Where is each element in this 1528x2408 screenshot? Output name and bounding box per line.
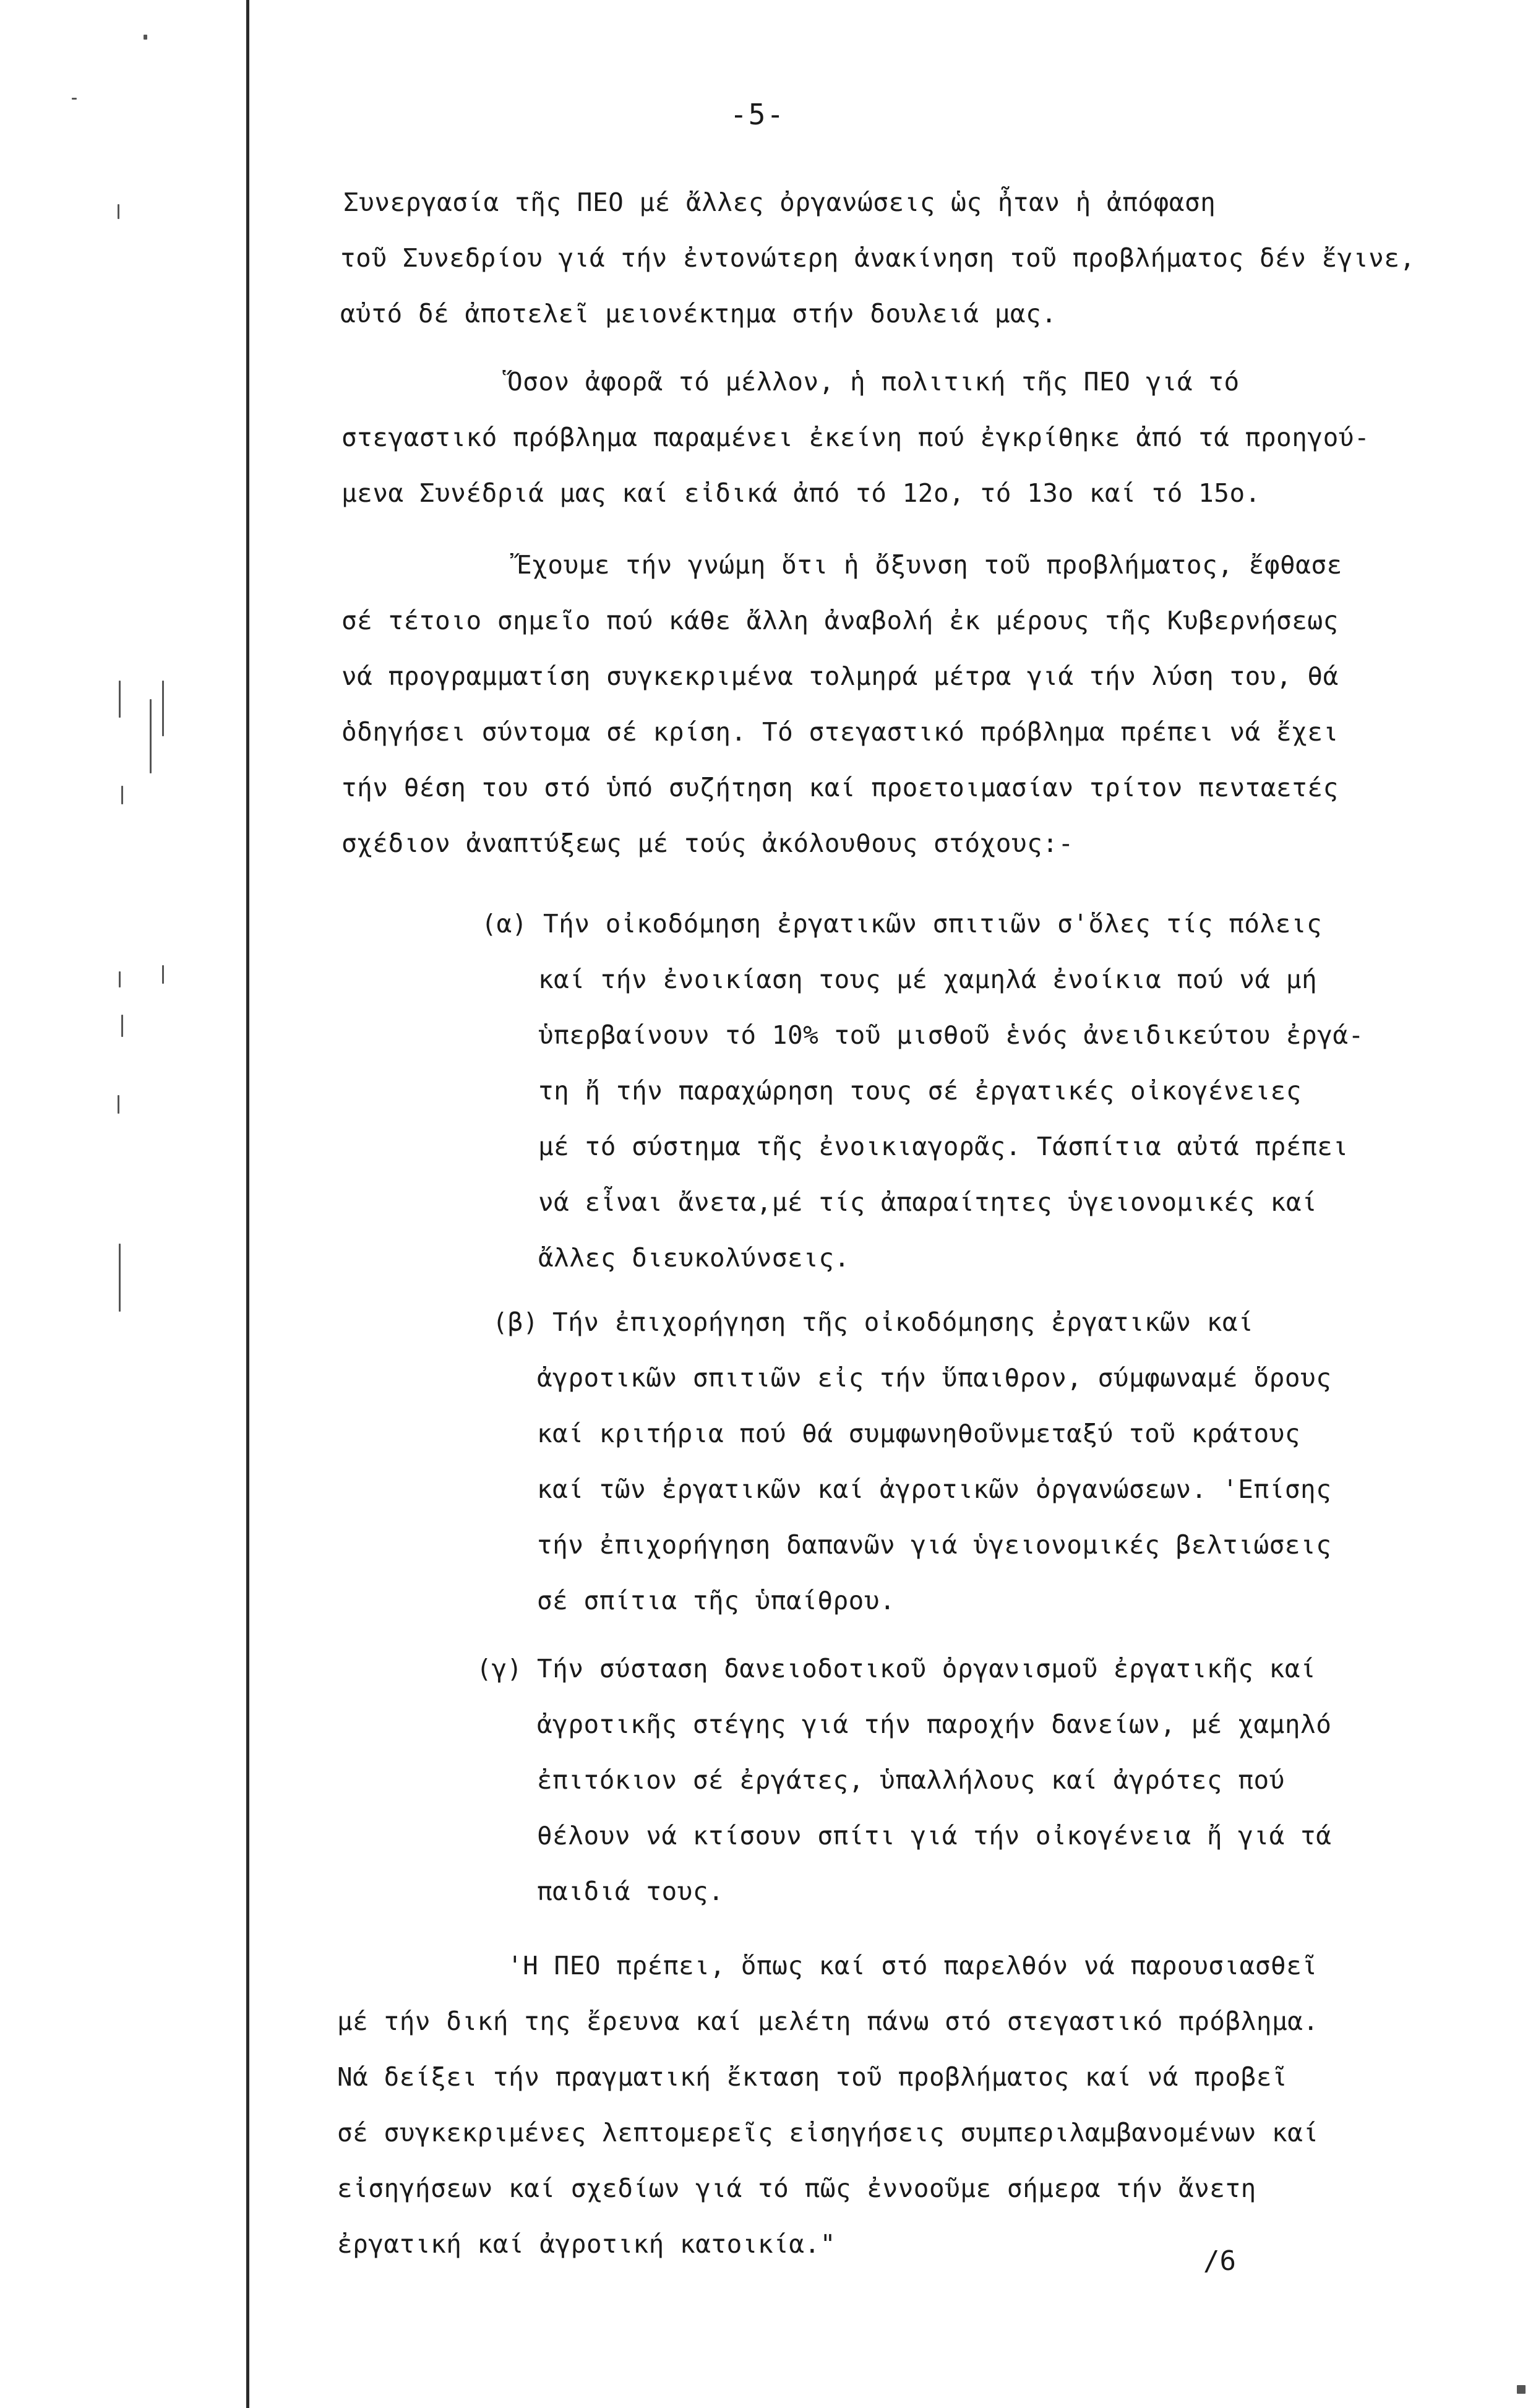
item-b-line-3: καί κριτήρια πού θά συμφωνηθοῦνμεταξύ τοῦ κράτους — [537, 1419, 1301, 1448]
scan-speck — [118, 204, 119, 219]
scan-speck — [162, 681, 164, 736]
item-a-line-7: ἄλλες διευκολύνσεις. — [538, 1243, 850, 1273]
scan-speck — [72, 98, 77, 100]
left-margin-rule — [246, 0, 249, 2408]
scan-speck — [121, 786, 123, 804]
paragraph-3-line-2: σέ τέτοιο σημεῖο πού κάθε ἄλλη ἀναβολή ἐκ μέρους τῆς Κυβερνήσεως — [341, 606, 1339, 635]
item-a-line-4: τη ἤ τήν παραχώρηση τους σέ ἐργατικές οἰκογένειες — [538, 1076, 1302, 1106]
item-a-line-5: μέ τό σύστημα τῆς ἐνοικιαγορᾶς. Τάσπίτια αὐτά πρέπει — [538, 1132, 1349, 1161]
item-c-marker: (γ) — [476, 1654, 523, 1683]
paragraph-2-line-2: στεγαστικό πρόβλημα παραμένει ἐκείνη πού ἐγκρίθηκε ἀπό τά προηγού- — [341, 423, 1370, 452]
paragraph-1-line-3: αὐτό δέ ἀποτελεῖ μειονέκτημα στήν δουλειά μας. — [340, 299, 1057, 329]
scan-speck — [1517, 2385, 1526, 2394]
item-b-line-1: Τήν ἐπιχορήγηση τῆς οἰκοδόμησης ἐργατικῶν καί — [552, 1307, 1254, 1337]
item-c-line-1: Τήν σύσταση δανειοδοτικοῦ ὀργανισμοῦ ἐργατικῆς καί — [537, 1654, 1316, 1683]
closing-paragraph-line-1: 'Η ΠΕΟ πρέπει, ὅπως καί στό παρελθόν νά παρουσιασθεῖ — [507, 1951, 1318, 1980]
paragraph-3-line-1: Ἔχουμε τήν γνώμη ὅτι ἡ ὄξυνση τοῦ προβλήματος, ἔφθασε — [517, 550, 1342, 580]
item-b-line-4: καί τῶν ἐργατικῶν καί ἀγροτικῶν ὀργανώσεων. 'Επίσης — [537, 1474, 1332, 1504]
continuation-mark: /6 — [1203, 2245, 1236, 2277]
paragraph-1-line-2: τοῦ Συνεδρίου γιά τήν ἐντονώτερη ἀνακίνηση τοῦ προβλήματος δέν ἔγινε, — [340, 243, 1415, 273]
item-c-line-2: ἀγροτικῆς στέγης γιά τήν παροχήν δανείων, μέ χαμηλό — [537, 1709, 1332, 1739]
scan-speck — [121, 1015, 123, 1037]
page-number: -5- — [730, 98, 786, 131]
scan-speck — [150, 699, 152, 773]
item-a-line-1: Τήν οἰκοδόμηση ἐργατικῶν σπιτιῶν σ'ὅλες τίς πόλεις — [543, 909, 1323, 939]
item-a-line-2: καί τήν ἐνοικίαση τους μέ χαμηλά ἐνοίκια πού νά μή — [538, 965, 1318, 994]
item-b-line-6: σέ σπίτια τῆς ὑπαίθρου. — [537, 1586, 896, 1615]
scan-speck — [162, 965, 164, 984]
item-b-line-5: τήν ἐπιχορήγηση δαπανῶν γιά ὑγειονομικές βελτιώσεις — [537, 1530, 1332, 1560]
scan-speck — [119, 1244, 121, 1312]
paragraph-3-line-5: τήν θέση του στό ὑπό συζήτηση καί προετοιμασίαν τρίτον πενταετές — [341, 773, 1339, 802]
scan-speck — [119, 971, 121, 987]
paragraph-2-line-1: Ὅσον ἀφορᾶ τό μέλλον, ἡ πολιτική τῆς ΠΕΟ γιά τό — [507, 367, 1240, 397]
item-b-line-2: ἀγροτικῶν σπιτιῶν εἰς τήν ὕπαιθρον, σύμφωναμέ ὅρους — [537, 1363, 1332, 1393]
item-c-line-4: θέλουν νά κτίσουν σπίτι γιά τήν οἰκογένεια ἤ γιά τά — [537, 1821, 1332, 1851]
paragraph-3-line-3: νά προγραμματίση συγκεκριμένα τολμηρά μέτρα γιά τήν λύση του, θά — [341, 661, 1339, 691]
paragraph-3-line-6: σχέδιον ἀναπτύξεως μέ τούς ἀκόλουθους στόχους:- — [341, 828, 1074, 858]
scan-speck — [118, 1095, 119, 1114]
scan-speck — [144, 35, 147, 40]
closing-paragraph-line-4: σέ συγκεκριμένες λεπτομερεῖς εἰσηγήσεις συμπεριλαμβανομένων καί — [337, 2118, 1319, 2148]
paragraph-3-line-4: ὁδηγήσει σύντομα σέ κρίση. Τό στεγαστικό πρόβλημα πρέπει νά ἔχει — [341, 717, 1339, 747]
item-c-line-3: ἐπιτόκιον σέ ἐργάτες, ὑπαλλήλους καί ἀγρότες πού — [537, 1765, 1285, 1795]
closing-paragraph-line-3: Νά δείξει τήν πραγματική ἔκταση τοῦ προβλήματος καί νά προβεῖ — [337, 2062, 1288, 2092]
item-a-marker: (α) — [481, 909, 528, 939]
item-c-line-5: παιδιά τους. — [537, 1877, 724, 1906]
item-a-line-6: νά εἶναι ἄνετα,μέ τίς ἀπαραίτητες ὑγειονομικές καί — [538, 1187, 1318, 1217]
closing-paragraph-line-2: μέ τήν δική της ἔρευνα καί μελέτη πάνω στό στεγαστικό πρόβλημα. — [337, 2006, 1319, 2036]
paragraph-2-line-3: μενα Συνέδριά μας καί εἰδικά ἀπό τό 12ο, τό 13ο καί τό 15ο. — [341, 478, 1261, 508]
item-b-marker: (β) — [492, 1307, 539, 1337]
scan-speck — [119, 681, 121, 718]
item-a-line-3: ὑπερβαίνουν τό 10% τοῦ μισθοῦ ἑνός ἀνειδικεύτου ἐργά- — [538, 1020, 1364, 1050]
paragraph-1-line-1: Συνεργασία τῆς ΠΕΟ μέ ἄλλες ὀργανώσεις ὡς ἦταν ἡ ἀπόφαση — [343, 187, 1216, 217]
closing-paragraph-line-5: εἰσηγήσεων καί σχεδίων γιά τό πῶς ἐννοοῦμε σήμερα τήν ἄνετη — [337, 2174, 1256, 2203]
closing-paragraph-line-6: ἐργατική καί ἀγροτική κατοικία." — [337, 2229, 836, 2259]
